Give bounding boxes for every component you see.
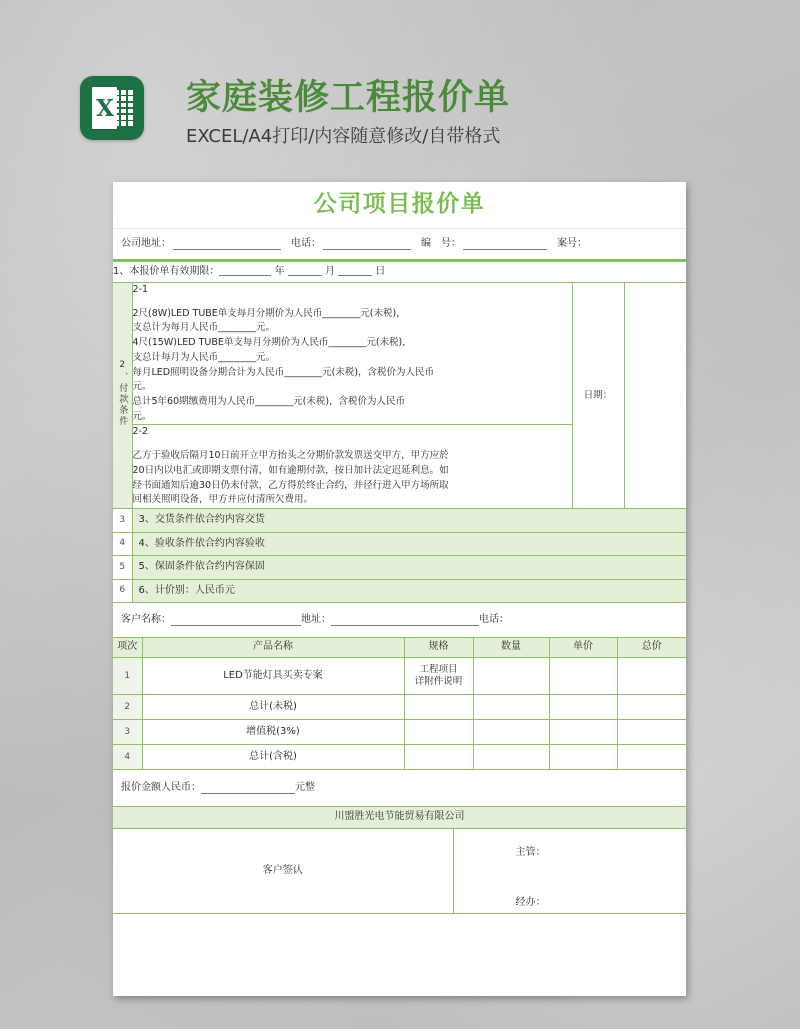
excel-file-icon (80, 76, 144, 140)
term-no-6: 6 (113, 579, 132, 603)
quote-number-input[interactable] (463, 239, 547, 250)
table-row (113, 695, 686, 720)
cell-price-1[interactable] (549, 658, 617, 695)
cell-price-4[interactable] (549, 745, 617, 770)
payment-s1-line-4: 每月LED照明设备分期合计为人民币________元(未税)，含税价为人民币 (132, 366, 435, 378)
th-unit-price: 单价 (549, 638, 617, 658)
cell-price-2[interactable] (549, 695, 617, 720)
customer-name-input[interactable] (171, 615, 301, 626)
th-qty: 数量 (473, 638, 549, 658)
cell-total-2[interactable] (617, 695, 686, 720)
cell-name-1: LED节能灯具买卖专案 (142, 658, 404, 695)
table-row (113, 658, 686, 695)
cell-spec-3[interactable] (404, 720, 473, 745)
banner-subtitle: EXCEL/A4打印/内容随意修改/自带格式 (186, 126, 501, 147)
cell-name-3: 增值税(3%) (142, 720, 404, 745)
th-spec: 规格 (404, 638, 473, 658)
validity-month-unit: 月 (324, 265, 335, 277)
customer-phone-label: 电话： (479, 613, 509, 625)
cell-name-2: 总计(未税) (142, 695, 404, 720)
term-row-6 (113, 579, 686, 603)
customer-address-label: 地址： (301, 613, 331, 625)
amount-label: 报价金额人民币： (121, 781, 201, 793)
term-no-3: 3 (113, 509, 132, 533)
excel-grid-shape (114, 90, 133, 126)
cell-no-4: 4 (113, 745, 142, 770)
term-no-5: 5 (113, 556, 132, 580)
cell-spec-4[interactable] (404, 745, 473, 770)
company-name-row (113, 807, 686, 829)
payment-section-1-tag: 2-1 (132, 284, 149, 295)
payment-s1-line-0: 2尺(8W)LED TUBE单支每月分期价为人民币________元(未税)， (132, 307, 406, 319)
company-phone-label: 电话： (291, 237, 321, 249)
customer-header-fields (113, 603, 686, 637)
payment-section-1-body (132, 283, 572, 425)
payment-section-2-body (132, 425, 572, 509)
table-row (113, 720, 686, 745)
cell-spec-1-line1: 工程项目 (419, 664, 458, 676)
payment-s2-line-0: 乙方于验收后隔月10日前开立甲方抬头之分期价款发票送交甲方，甲方应於 (132, 450, 449, 462)
th-total: 总价 (617, 638, 686, 658)
validity-day-input[interactable] (338, 265, 372, 276)
cell-no-1: 1 (113, 658, 142, 695)
company-name-cell: 川盟胜光电节能贸易有限公司 (113, 807, 686, 829)
term-text-3: 3、交货条件依合约内容交货 (132, 509, 686, 533)
validity-year-input[interactable] (219, 265, 271, 276)
terms-table (113, 261, 686, 603)
quote-number-label: 编 号： (421, 237, 461, 249)
company-header-fields (113, 229, 686, 261)
cell-spec-1-line2: 详附件说明 (414, 676, 463, 688)
quotation-document (113, 182, 686, 996)
supervisor-label: 主管： (515, 846, 546, 858)
cell-name-4: 总计(含税) (142, 745, 404, 770)
payment-s1-line-7: 元。 (132, 410, 152, 422)
payment-s1-line-1: 支总计为每月人民币________元。 (132, 322, 276, 334)
payment-vertical-label: 2、付款条件 (113, 283, 132, 509)
term-row-5 (113, 556, 686, 580)
cell-no-3: 3 (113, 720, 142, 745)
cell-no-2: 2 (113, 695, 142, 720)
product-table-header-row (113, 638, 686, 658)
internal-signature-cell[interactable] (453, 829, 686, 914)
payment-section-2-tag: 2-2 (132, 426, 149, 438)
validity-label: 1、本报价单有效期限： (113, 265, 220, 277)
date-value-cell[interactable] (624, 283, 686, 509)
th-item-no: 项次 (113, 638, 142, 658)
th-product-name: 产品名称 (142, 638, 404, 658)
payment-s1-line-3: 支总计每月为人民币________元。 (132, 351, 276, 363)
document-title: 公司项目报价单 (113, 182, 686, 229)
cell-total-3[interactable] (617, 720, 686, 745)
payment-s2-line-1: 20日内以电汇或即期支票付清，如有逾期付款，按日加计法定迟延利息。如 (132, 464, 449, 476)
cell-qty-3[interactable] (473, 720, 549, 745)
term-text-6: 6、计价别：人民币元 (132, 579, 686, 603)
validity-year-unit: 年 (274, 265, 285, 277)
signature-row (113, 829, 686, 914)
term-text-4: 4、验收条件依合约内容验收 (132, 532, 686, 556)
cell-qty-2[interactable] (473, 695, 549, 720)
company-phone-input[interactable] (323, 239, 411, 250)
customer-address-input[interactable] (331, 615, 479, 626)
cell-qty-1[interactable] (473, 658, 549, 695)
validity-day-unit: 日 (375, 265, 386, 277)
cell-spec-1 (404, 658, 473, 695)
signature-table (113, 806, 686, 914)
cell-price-3[interactable] (549, 720, 617, 745)
customer-signature-cell[interactable]: 客户签认 (113, 829, 453, 914)
payment-s1-line-6: 总计5年60期缴费用为人民币________元(未税)，含税价为人民币 (132, 396, 406, 408)
term-no-4: 4 (113, 532, 132, 556)
banner-title: 家庭装修工程报价单 (186, 78, 511, 118)
product-table (113, 637, 686, 770)
quotation-amount-row (113, 770, 686, 806)
date-label-cell: 日期： (572, 283, 624, 509)
cell-spec-2[interactable] (404, 695, 473, 720)
term-row-4 (113, 532, 686, 556)
table-row (113, 745, 686, 770)
customer-name-label: 客户名称： (121, 613, 171, 625)
excel-letter-x: X (96, 94, 114, 122)
term-text-5: 5、保固条件依合约内容保固 (132, 556, 686, 580)
case-number-label: 案号： (557, 237, 587, 249)
company-address-input[interactable] (173, 239, 281, 250)
payment-s1-line-5: 元。 (132, 381, 152, 393)
validity-month-input[interactable] (288, 265, 322, 276)
payment-s1-line-2: 4尺(15W)LED TUBE单支每月分期价为人民币________元(未税)， (132, 337, 412, 349)
promo-banner (80, 74, 720, 154)
company-address-label: 公司地址： (121, 237, 171, 249)
payment-s2-line-3: 回相关照明设备，甲方并应付清所欠费用。 (132, 494, 314, 506)
validity-row (113, 262, 686, 283)
cell-total-1[interactable] (617, 658, 686, 695)
term-row-3 (113, 509, 686, 533)
payment-section-1-row (113, 283, 686, 425)
cell-qty-4[interactable] (473, 745, 549, 770)
cell-total-4[interactable] (617, 745, 686, 770)
amount-input[interactable] (201, 783, 295, 794)
handler-label: 经办： (515, 897, 546, 909)
payment-s2-line-2: 经书面通知后逾30日仍未付款，乙方得於终止合约，并径行进入甲方场所取 (132, 479, 449, 491)
amount-suffix: 元整 (295, 781, 315, 793)
